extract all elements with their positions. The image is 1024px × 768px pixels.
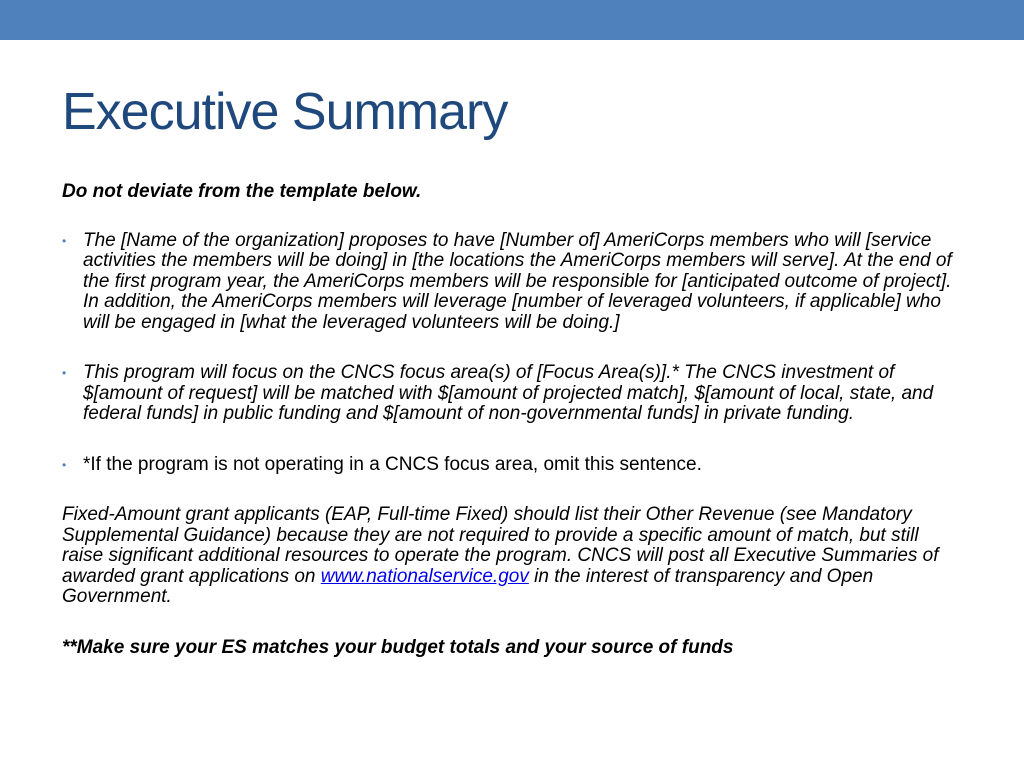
slide-body <box>62 182 964 658</box>
slide-title: Executive Summary <box>62 83 508 141</box>
top-accent-band <box>0 0 1024 40</box>
bullet-focus-area <box>62 363 964 425</box>
fixed-amount-note <box>62 505 964 608</box>
bullet-text: This program will focus on the CNCS focus area(s) of [Focus Area(s)].* The CNCS investment of $[amount of request] will be matched with $[amount of projected match], $[amount of local, state, and federal funds] in public funding and $[amount of non-governmental funds] in private funding. <box>83 362 934 424</box>
bullet-dot-icon: • <box>62 457 67 472</box>
note-text-after: in the interest of transparency and Open Government. <box>62 565 874 607</box>
bullet-text: The [Name of the organization] proposes to have [Number of] AmeriCorps members who will [service activities the members will be doing] in [the locations the AmeriCorps members will serve]. At the end of the first program year, the AmeriCorps members will be responsible for [anticipated outcome of project]. In addition, the AmeriCorps members will leverage [number of leveraged volunteers, if applicable] who will be engaged in [what the leveraged volunteers will be doing.] <box>83 229 952 333</box>
note-text-before: Fixed-Amount grant applicants (EAP, Full-time Fixed) should list their Other Revenue (see Mandatory Supplemental Guidance) because they are not required to provide a specific amount of match, but still raise significant additional resources to operate the program. CNCS will post all Executive Summaries of awarded grant applications on <box>62 504 939 587</box>
intro-instruction: Do not deviate from the template below. <box>62 181 422 202</box>
bullet-organization-proposal <box>62 231 964 334</box>
bullet-text: *If the program is not operating in a CNCS focus area, omit this sentence. <box>83 453 702 475</box>
bullet-focus-area-note <box>62 455 964 476</box>
bullet-dot-icon: • <box>62 366 67 380</box>
nationalservice-link[interactable]: www.nationalservice.gov <box>320 565 529 587</box>
bullet-dot-icon: • <box>62 233 67 248</box>
budget-reminder: **Make sure your ES matches your budget totals and your source of funds <box>62 636 734 658</box>
